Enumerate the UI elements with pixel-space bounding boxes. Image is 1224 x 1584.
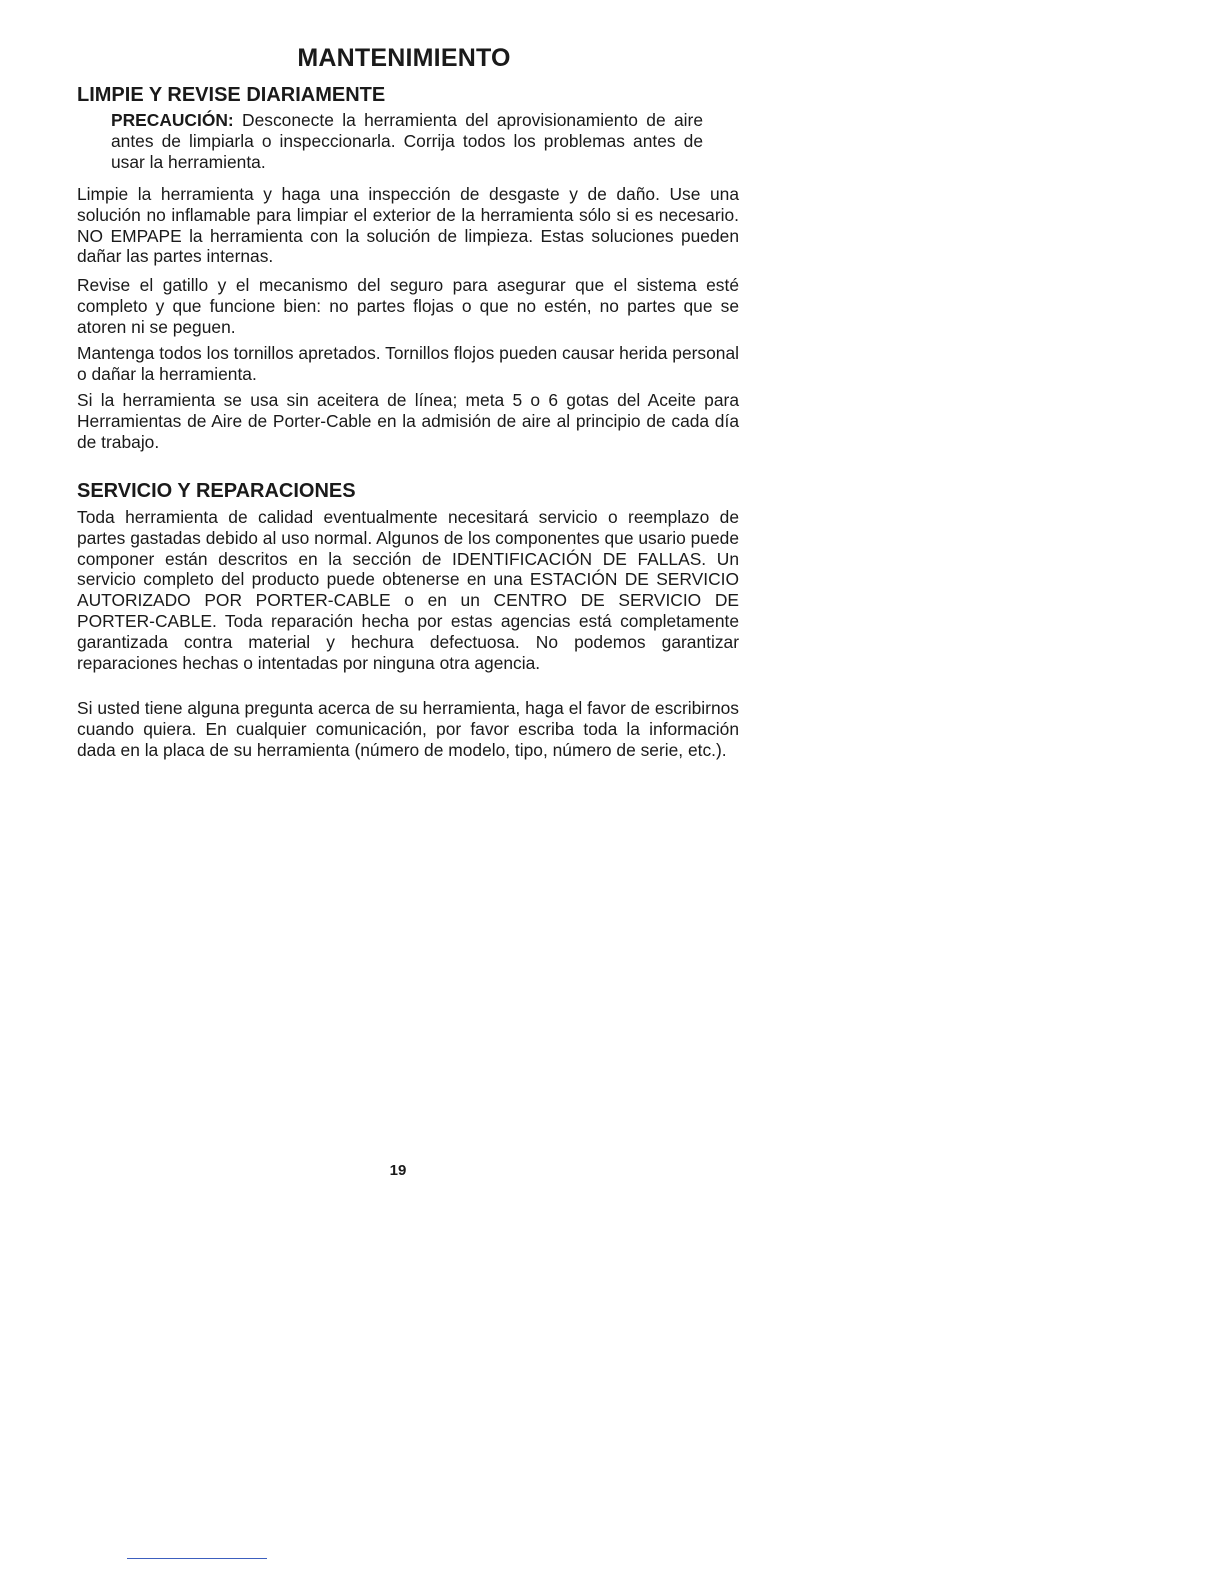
section-heading-servicio: SERVICIO Y REPARACIONES: [77, 480, 356, 502]
paragraph-contact: Si usted tiene alguna pregunta acerca de su herramienta, haga el favor de escribirnos cuando quiera. En cualquier comunicación, por favor escriba toda la información dada en la placa de su herramienta (número de modelo, tipo, número de serie, etc.).: [77, 698, 739, 760]
page-number: 19: [389, 1162, 407, 1179]
paragraph-oil: Si la herramienta se usa sin aceitera de línea; meta 5 o 6 gotas del Aceite para Herramientas de Aire de Porter-Cable en la admisión de aire al principio de cada día de trabajo.: [77, 390, 739, 452]
footer-rule: [127, 1558, 267, 1559]
paragraph-cleaning: Limpie la herramienta y haga una inspección de desgaste y de daño. Use una solución no inflamable para limpiar el exterior de la herramienta sólo si es necesario. NO EMPAPE la herramienta con la solución de limpieza. Estas soluciones pueden dañar las partes internas.: [77, 184, 739, 267]
paragraph-screws: Mantenga todos los tornillos apretados. Tornillos flojos pueden causar herida personal o dañar la herramienta.: [77, 343, 739, 384]
paragraph-trigger-check: Revise el gatillo y el mecanismo del seguro para asegurar que el sistema esté completo y que funcione bien: no partes flojas o que no estén, no partes que se atoren ni se peguen.: [77, 275, 739, 337]
caution-note: [111, 110, 703, 172]
section-heading-limpie: LIMPIE Y REVISE DIARIAMENTE: [77, 84, 386, 106]
caution-label: PRECAUCIÓN:: [111, 110, 234, 130]
page-title: MANTENIMIENTO: [297, 44, 511, 72]
paragraph-service: Toda herramienta de calidad eventualmente necesitará servicio o reemplazo de partes gastadas debido al uso normal. Algunos de los componentes que usario puede componer están descritos en la sección de IDENTIFICACIÓN DE FALLAS. Un servicio completo del producto puede obtenerse en una ESTACIÓN DE SERVICIO AUTORIZADO POR PORTER-CABLE o en un CENTRO DE SERVICIO DE PORTER-CABLE. Toda reparación hecha por estas agencias está completamente garantizada contra material y hechura defectuosa. No podemos garantizar reparaciones hechas o intentadas por ninguna otra agencia.: [77, 507, 739, 673]
caution-text: Desconecte la herramienta del aprovisionamiento de aire antes de limpiarla o inspeccionarla. Corrija todos los problemas antes de usar la herramienta.: [111, 110, 703, 172]
